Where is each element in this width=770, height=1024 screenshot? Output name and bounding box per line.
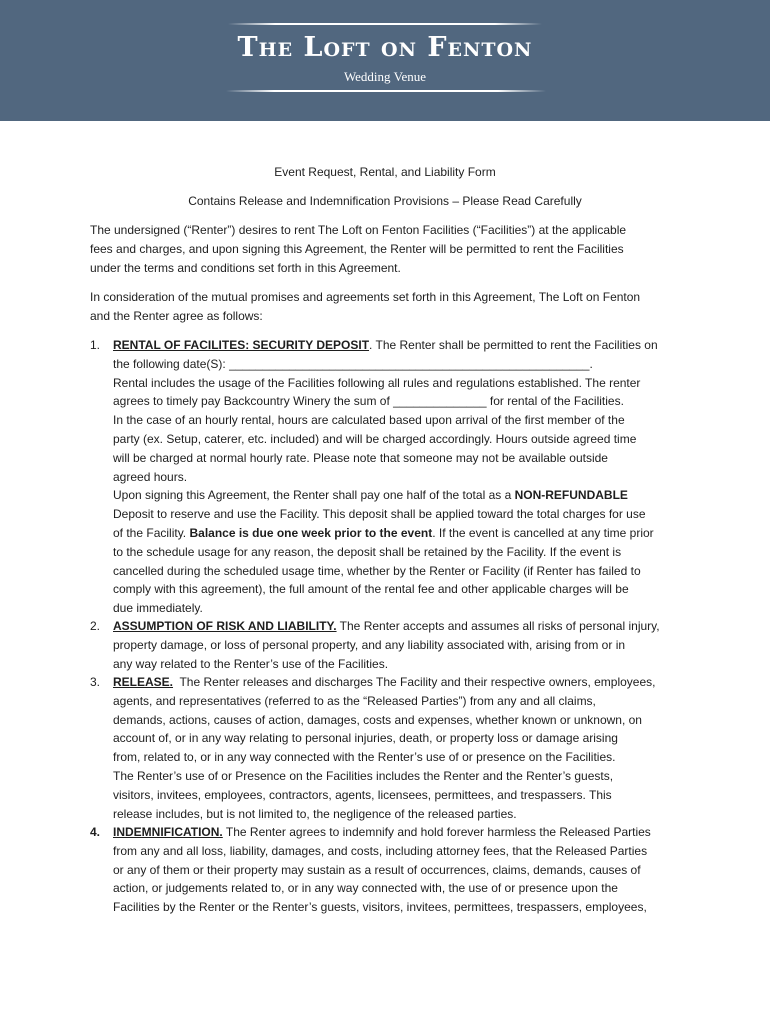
section-2-heading: ASSUMPTION OF RISK AND LIABILITY. [113, 619, 337, 633]
section-1-line: the following date(S): ______________________________________________________. [113, 356, 593, 371]
section-1-line: Deposit to reserve and use the Facility. This deposit shall be applied toward the total charges for use [113, 507, 646, 522]
section-1-line: In the case of an hourly rental, hours are calculated based upon arrival of the first member of the [113, 413, 625, 428]
section-3-line: release includes, but is not limited to, the negligence of the released parties. [113, 806, 517, 821]
section-1-line: agrees to timely pay Backcountry Winery the sum of ______________ for rental of the Facilities. [113, 394, 624, 409]
banner-top-rule [228, 23, 542, 25]
section-1-line: will be charged at normal hourly rate. Please note that someone may not be available outside [113, 450, 608, 465]
section-4-heading: INDEMNIFICATION. [113, 825, 223, 839]
section-1-number: 1. [90, 338, 101, 352]
section-1-line: of the Facility. Balance is due one week prior to the event. If the event is cancelled at any time prior [113, 525, 654, 540]
section-4-line: INDEMNIFICATION. The Renter agrees to indemnify and hold forever harmless the Released Parties [113, 825, 651, 839]
section-4-line: or any of them or their property may sustain as a result of occurrences, claims, demands, causes of [113, 862, 641, 877]
intro-line: under the terms and conditions set forth in this Agreement. [90, 260, 401, 275]
intro-line: The undersigned (“Renter”) desires to rent The Loft on Fenton Facilities (“Facilities”) at the applicable [90, 223, 627, 237]
section-2-line: any way related to the Renter’s use of the Facilities. [113, 656, 389, 671]
section-3-line: agents, and representatives (referred to as the “Released Parties”) from any and all claims, [113, 693, 596, 708]
section-1-line: due immediately. [113, 601, 203, 616]
intro-line: fees and charges, and upon signing this Agreement, the Renter will be permitted to rent the Facilities [90, 241, 624, 256]
section-2-line: ASSUMPTION OF RISK AND LIABILITY. The Renter accepts and assumes all risks of personal injury, [113, 619, 660, 633]
section-3-line: visitors, invitees, employees, contractors, agents, licensees, permittees, and trespassers. This [113, 787, 612, 802]
section-3-line: demands, actions, causes of action, damages, costs and expenses, whether known or unknown, on [113, 712, 642, 727]
section-1-line: cancelled during the scheduled usage time, whether by the Renter or Facility (if Renter has failed to [113, 563, 641, 578]
section-1-line: comply with this agreement), the full amount of the rental fee and other applicable charges will be [113, 582, 629, 597]
section-3-line: from, related to, or in any way connected with the Renter’s use of or presence on the Facilities. [113, 750, 616, 765]
section-3-line: RELEASE. The Renter releases and discharges The Facility and their respective owners, employees, [113, 675, 656, 689]
banner-bottom-rule [226, 90, 546, 92]
consideration-line: In consideration of the mutual promises and agreements set forth in this Agreement, The Loft on Fenton [90, 290, 641, 304]
section-4-line: Facilities by the Renter or the Renter’s guests, visitors, invitees, permittees, trespassers, employees, [113, 900, 647, 915]
section-3 [113, 673, 693, 823]
section-4-line: action, or judgements related to, or in any way connected with, the use of or presence upon the [113, 881, 618, 896]
non-refundable-label: NON-REFUNDABLE [514, 488, 628, 503]
section-1 [113, 336, 693, 618]
section-4-line: from any and all loss, liability, damages, and costs, including attorney fees, that the Released Parties [113, 843, 648, 858]
intro-paragraph [90, 221, 690, 277]
section-3-line: The Renter’s use of or Presence on the Facilities includes the Renter and the Renter’s guests, [113, 768, 614, 783]
section-3-heading: RELEASE. [113, 675, 174, 689]
form-subtitle: Contains Release and Indemnification Provisions – Please Read Carefully [188, 194, 582, 208]
section-1-line: to the schedule usage for any reason, the deposit shall be retained by the Facility. If the event is [113, 544, 622, 559]
section-1-line: agreed hours. [113, 469, 188, 484]
form-title: Event Request, Rental, and Liability Form [274, 165, 496, 179]
section-2-number: 2. [90, 619, 101, 633]
section-1-line: Rental includes the usage of the Facilities following all rules and regulations established. The renter [113, 375, 641, 390]
section-1-line: Upon signing this Agreement, the Renter shall pay one half of the total as a NON-REFUNDABLE [113, 488, 628, 503]
venue-subtitle: Wedding Venue [343, 69, 427, 84]
section-4-number: 4. [90, 825, 101, 839]
section-3-number: 3. [90, 675, 101, 689]
section-2-line: property damage, or loss of personal property, and any liability associated with, arising from or in [113, 637, 626, 652]
section-1-line: party (ex. Setup, caterer, etc. included) and will be charged accordingly. Hours outside agreed time [113, 431, 637, 446]
consideration-line: and the Renter agree as follows: [90, 308, 263, 323]
consideration-paragraph [90, 288, 690, 326]
section-1-line: RENTAL OF FACILITES: SECURITY DEPOSIT. The Renter shall be permitted to rent the Facilities on [113, 338, 658, 352]
section-1-heading: RENTAL OF FACILITES: SECURITY DEPOSIT [113, 338, 370, 352]
balance-due-note: Balance is due one week prior to the event [189, 525, 433, 540]
section-3-line: account of, or in any way relating to personal injuries, death, or property loss or damage arising [113, 731, 618, 746]
venue-name: The Loft on Fenton [237, 32, 533, 63]
header-banner [0, 0, 770, 121]
section-4 [113, 823, 693, 917]
section-2 [113, 617, 693, 673]
